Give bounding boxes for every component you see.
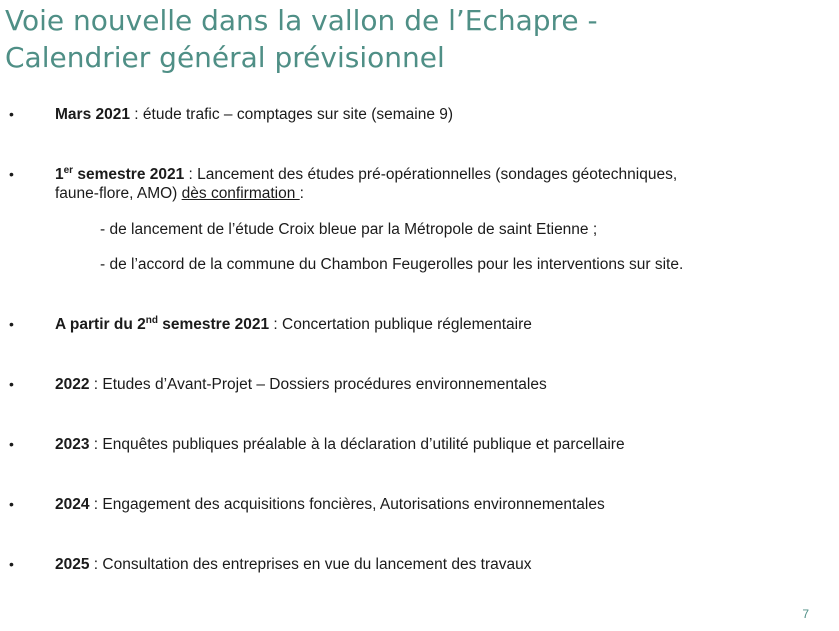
underlined-text: dès confirmation — [181, 185, 300, 202]
item-date: 2024 — [55, 496, 90, 513]
item-text: : Enquêtes publiques préalable à la déclaration d’utilité publique et parcellaire — [89, 436, 625, 453]
bullet: • — [9, 556, 14, 572]
item-date: 2022 — [55, 376, 90, 393]
item-text: : Lancement des études pré-opérationnelles (sondages géotechniques, — [184, 166, 678, 183]
page-number: 7 — [802, 607, 809, 621]
item-text: : étude trafic – comptages sur site (semaine 9) — [129, 106, 454, 123]
item-date: 1er semestre 2021 — [55, 165, 185, 183]
item-date: 2025 — [55, 556, 90, 573]
sub-item: - de l’accord de la commune du Chambon Feugerolles pour les interventions sur site. — [100, 256, 684, 273]
item-date: 2023 — [55, 436, 90, 453]
item-date: Mars 2021 — [55, 106, 130, 123]
item-date: A partir du 2nd semestre 2021 — [55, 315, 270, 333]
bullet: • — [9, 106, 14, 122]
item-text: : Concertation publique réglementaire — [269, 316, 532, 333]
title-line-1: Voie nouvelle dans la vallon de l’Echapre - — [5, 4, 598, 37]
page-title — [5, 2, 825, 76]
item-text: : Consultation des entreprises en vue du lancement des travaux — [89, 556, 532, 573]
bullet: • — [9, 436, 14, 452]
bullet: • — [9, 376, 14, 392]
title-line-2: Calendrier général prévisionnel — [5, 41, 445, 74]
sub-item: - de lancement de l’étude Croix bleue par la Métropole de saint Etienne ; — [100, 221, 598, 238]
bullet: • — [9, 496, 14, 512]
item-text: : Engagement des acquisitions foncières, Autorisations environnementales — [89, 496, 605, 513]
bullet: • — [9, 316, 14, 332]
bullet: • — [9, 166, 14, 182]
item-text: : Etudes d’Avant-Projet – Dossiers procédures environnementales — [89, 376, 547, 393]
